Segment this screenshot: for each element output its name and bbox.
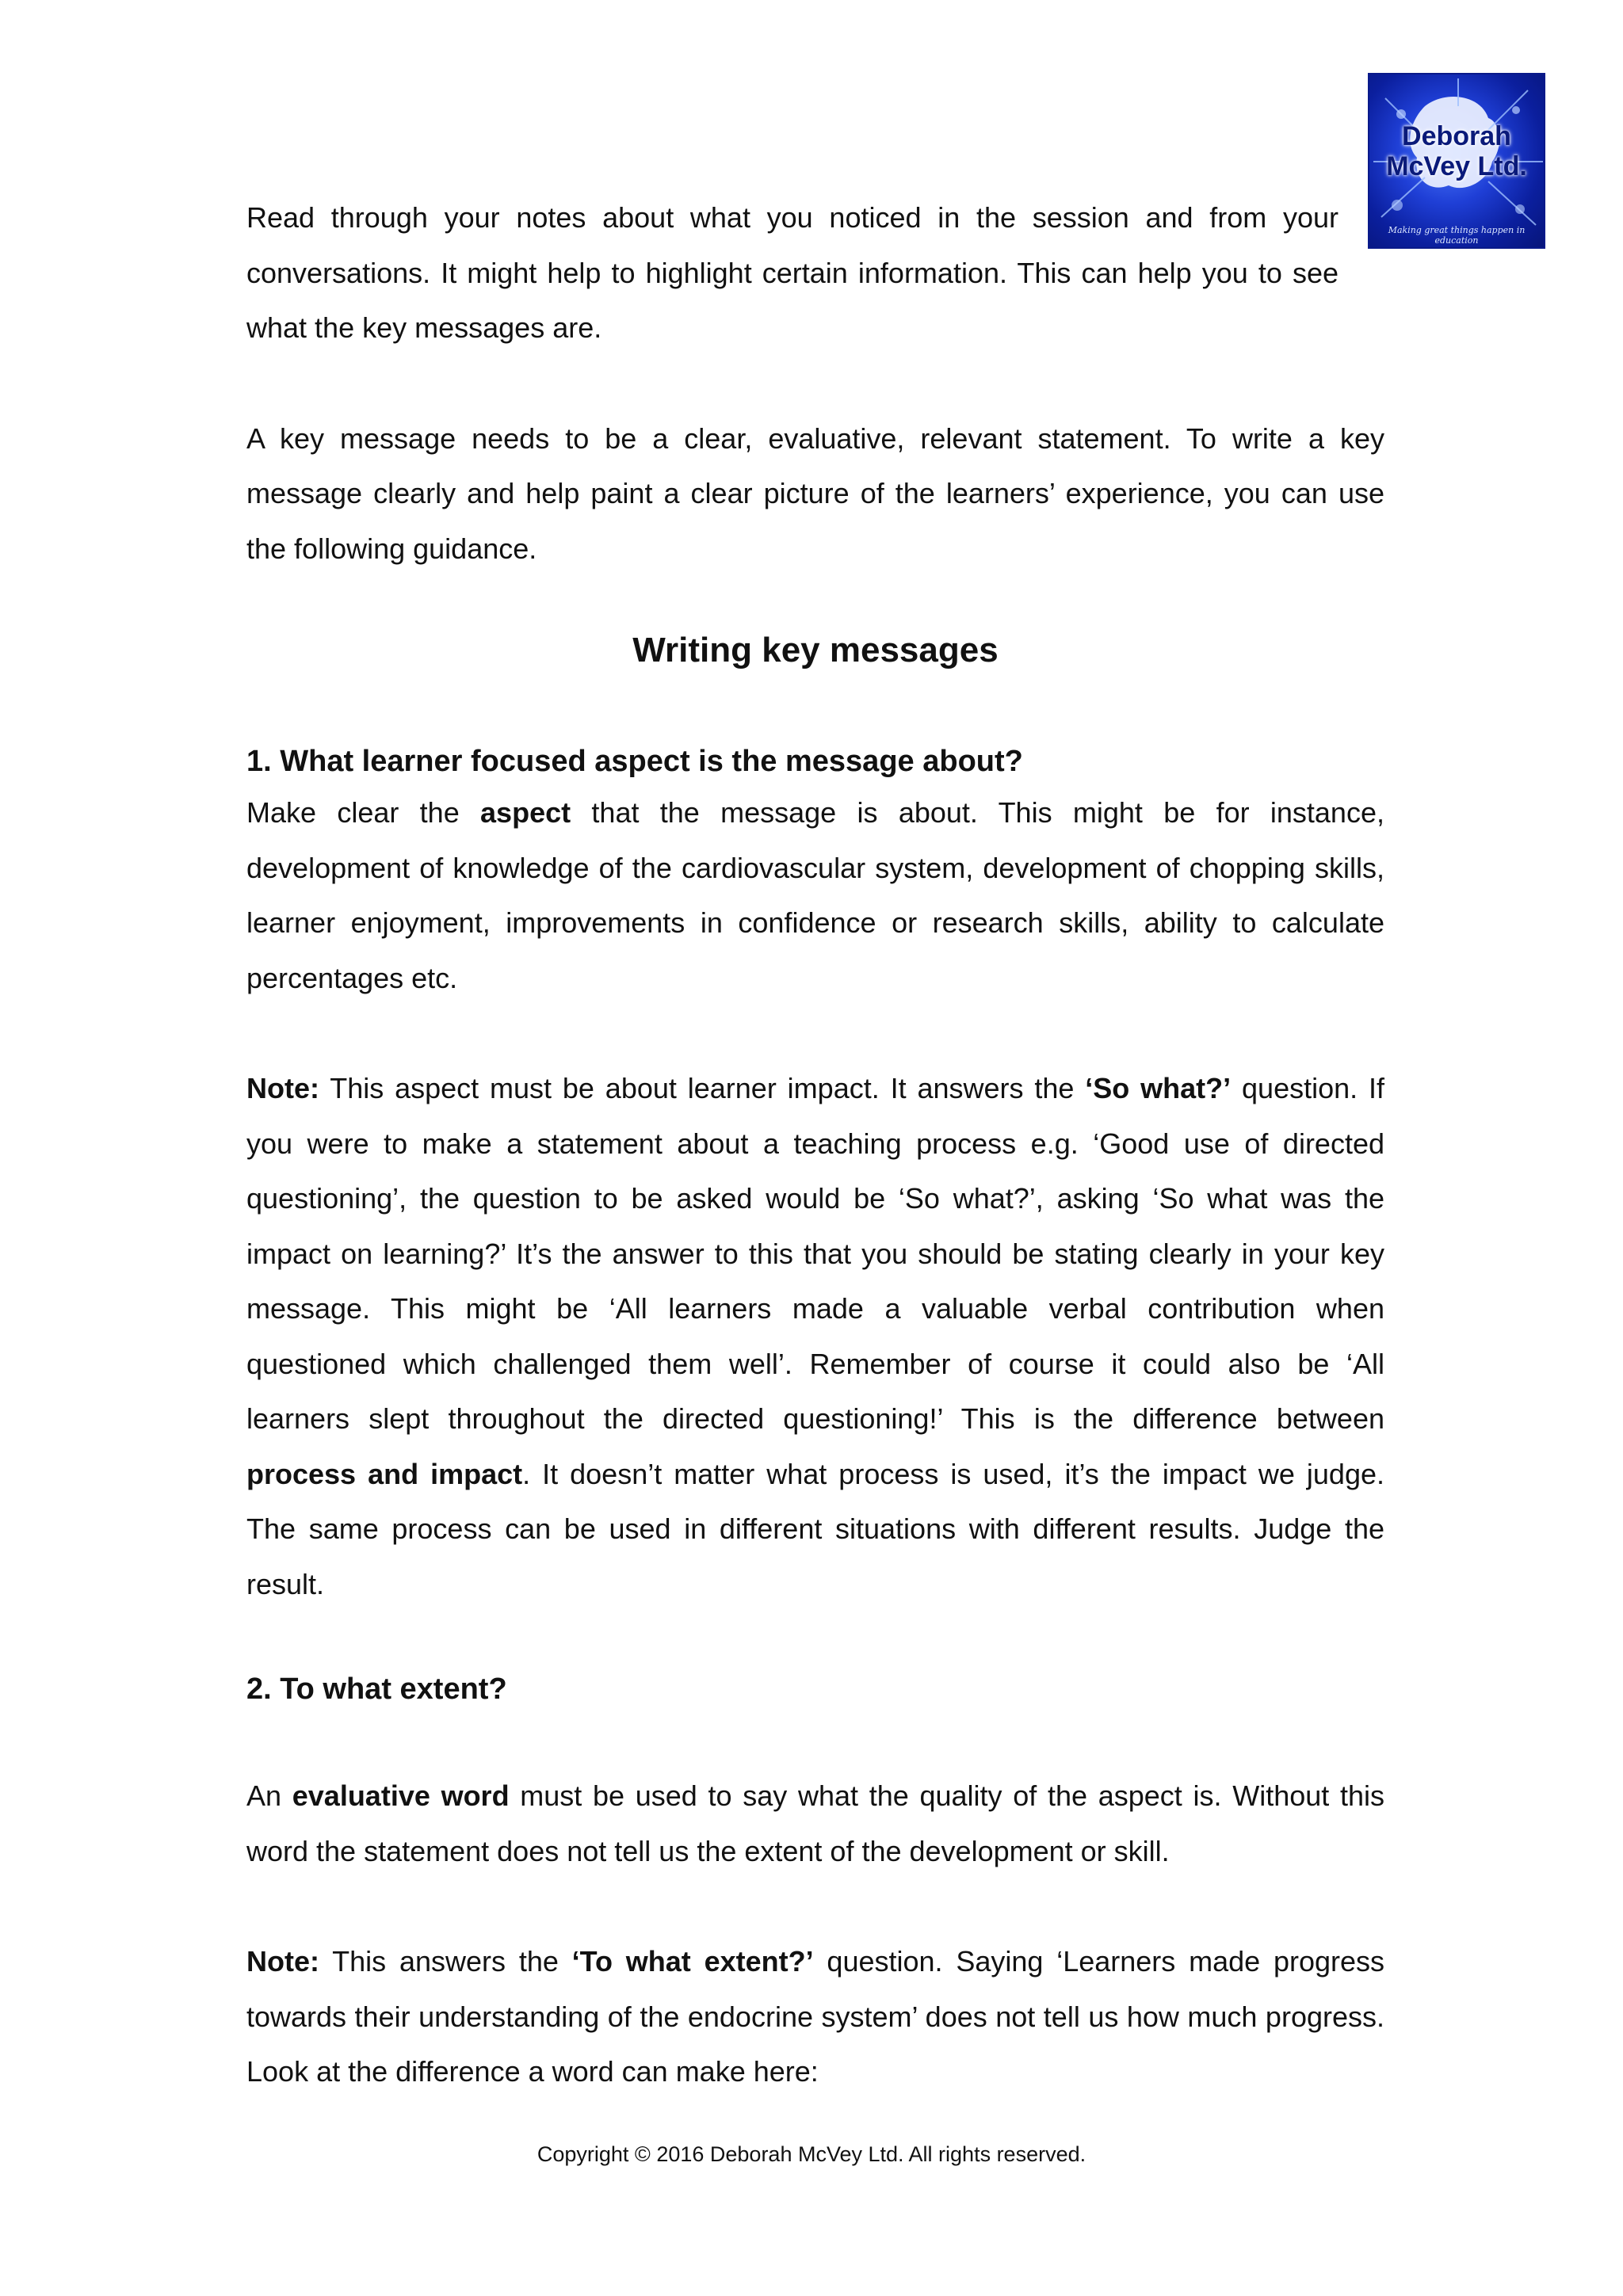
- to-what-extent-emphasis: ‘To what extent?’: [571, 1945, 814, 1978]
- note-label: Note:: [246, 1945, 319, 1978]
- evaluative-word-emphasis: evaluative word: [292, 1779, 510, 1812]
- page-title: Writing key messages: [632, 631, 999, 669]
- so-what-emphasis: ‘So what?’: [1085, 1072, 1232, 1104]
- section1-paragraph: Make clear the aspect that the message is about. This might be for instance, development of knowledge of the cardiovascular system, development of chopping skills, learner enjoyment, improvements in confidence or research skills, ability to calculate percentages etc.: [246, 796, 1384, 994]
- logo-name-line1: Deborah: [1402, 121, 1511, 151]
- section2-paragraph: An evaluative word must be used to say what the quality of the aspect is. Without this word the statement does not tell us the extent of the development or skill.: [246, 1779, 1384, 1867]
- document-body: [246, 190, 1384, 2100]
- note-label: Note:: [246, 1072, 319, 1104]
- process-impact-emphasis: process and impact: [246, 1457, 523, 1490]
- copyright-footer: Copyright © 2016 Deborah McVey Ltd. All rights reserved.: [537, 2142, 1086, 2166]
- company-logo: [1368, 73, 1545, 249]
- logo-name-line2: McVey Ltd.: [1386, 151, 1527, 181]
- section1-heading: 1. What learner focused aspect is the message about?: [246, 745, 1023, 778]
- aspect-emphasis: aspect: [480, 796, 571, 829]
- section2-note: Note: This answers the ‘To what extent?’ question. Saying ‘Learners made progress towards their understanding of the endocrine system’ does not tell us how much progress. Look at the difference a word can make here:: [246, 1945, 1385, 2088]
- intro-paragraph-1: Read through your notes about what you noticed in the session and from your conversations. It might help to highlight certain information. This can help you to see what the key messages are.: [246, 201, 1338, 344]
- intro-paragraph-2: A key message needs to be a clear, evaluative, relevant statement. To write a key message clearly and help paint a clear picture of the learners’ experience, you can use the following guidance.: [246, 421, 1384, 565]
- section1-note: Note: This aspect must be about learner impact. It answers the ‘So what?’ question. If you were to make a statement about a teaching process e.g. ‘Good use of directed questioning’, the question to be asked would be ‘So what?’, asking ‘So what was the impact on learning?’ It’s the answer to this that you should be stating clearly in your key message. This might be ‘All learners made a valuable verbal contribution when questioned which challenged them well’. Remember of course it could also be ‘All learners slept throughout the directed questioning!’ This is the difference between process and impact. It doesn’t matter what process is used, it’s the impact we judge. The same process can be used in different situations with different results. Judge the result.: [246, 1072, 1384, 1600]
- logo-tagline: Making great things happen in education: [1388, 225, 1526, 246]
- section2-heading: 2. To what extent?: [246, 1672, 507, 1706]
